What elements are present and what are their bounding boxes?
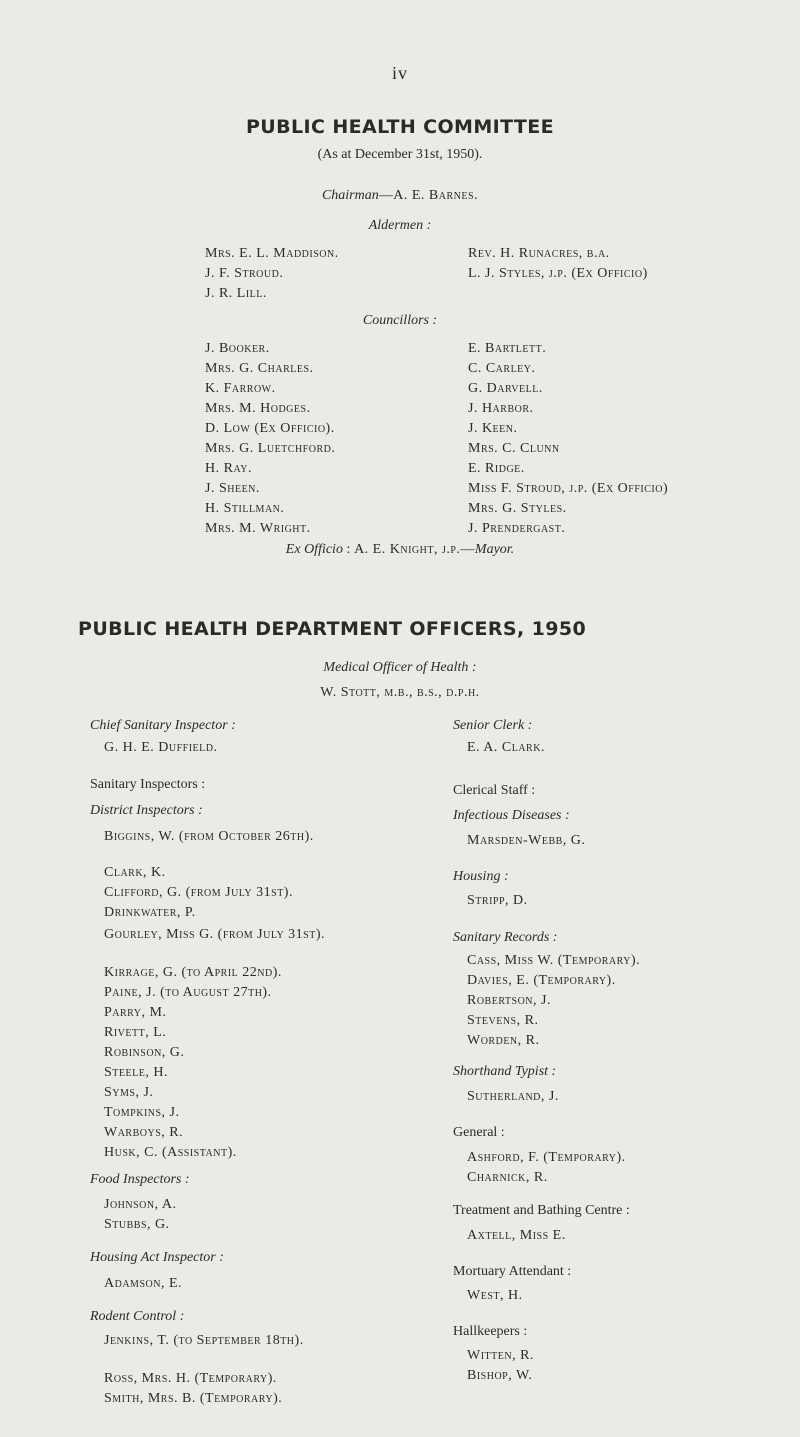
list-item: Kirrage, G. (to April 22nd). — [104, 965, 282, 980]
list-item: Syms, J. — [104, 1085, 154, 1100]
list-item: J. Prendergast. — [468, 521, 566, 536]
list-item: C. Carley. — [468, 361, 536, 376]
list-item: J. Booker. — [205, 341, 270, 356]
aldermen-right-list — [468, 244, 648, 284]
list-item: Clifford, G. (from July 31st). — [104, 885, 293, 900]
list-item: Smith, Mrs. B. (Temporary). — [104, 1391, 283, 1406]
list-item: J. Sheen. — [205, 481, 260, 496]
chairman-line — [0, 188, 800, 205]
list-item: Parry, M. — [104, 1005, 167, 1020]
list-item: K. Farrow. — [205, 381, 276, 396]
food-heading: Food Inspectors : — [90, 1172, 190, 1187]
committee-title: PUBLIC HEALTH COMMITTEE — [245, 116, 555, 138]
records-heading: Sanitary Records : — [453, 930, 558, 945]
councillors-heading: Councillors : — [362, 313, 438, 328]
list-item: Marsden-Webb, G. — [467, 833, 586, 848]
list-item: Stubbs, G. — [104, 1217, 170, 1232]
list-item: Husk, C. (Assistant). — [104, 1145, 237, 1160]
councillors-right-list — [468, 339, 668, 539]
list-item: Mrs. G. Luetchford. — [205, 441, 336, 456]
housing-heading: Housing : — [453, 869, 509, 884]
list-item: L. J. Styles, j.p. (Ex Officio) — [468, 266, 648, 281]
list-item: E. Ridge. — [468, 461, 525, 476]
list-item: Mrs. M. Wright. — [205, 521, 311, 536]
list-item: Jenkins, T. (to September 18th). — [104, 1333, 304, 1348]
list-item: Robinson, G. — [104, 1045, 185, 1060]
list-item: Rivett, L. — [104, 1025, 167, 1040]
chairman-role: Chairman — [321, 188, 379, 203]
ex-officio-role: Mayor. — [474, 542, 515, 557]
housing-act-list — [104, 1274, 182, 1294]
list-item: Witten, R. — [467, 1348, 534, 1363]
list-item: E. Bartlett. — [468, 341, 547, 356]
sanitary-heading: Sanitary Inspectors : — [90, 777, 206, 792]
list-item: Bishop, W. — [467, 1368, 533, 1383]
list-item: Gourley, Miss G. (from July 31st). — [104, 927, 326, 942]
list-item: J. R. Lill. — [205, 286, 267, 301]
list-item: Mrs. G. Charles. — [205, 361, 314, 376]
list-item: Clark, K. — [104, 865, 166, 880]
list-item: Tompkins, J. — [104, 1105, 180, 1120]
chief-name: G. H. E. Duffield. — [104, 740, 218, 755]
general-list — [467, 1148, 626, 1188]
list-item: Davies, E. (Temporary). — [467, 973, 616, 988]
treatment-heading: Treatment and Bathing Centre : — [453, 1203, 630, 1218]
committee-date: (As at December 31st, 1950). — [317, 147, 483, 162]
mortuary-heading: Mortuary Attendant : — [453, 1264, 572, 1279]
aldermen-left-list — [205, 244, 339, 304]
district-heading: District Inspectors : — [90, 803, 203, 818]
hallkeepers-list — [467, 1346, 534, 1386]
housing-list — [467, 891, 528, 911]
page-number: iv — [391, 63, 408, 83]
list-item: H. Stillman. — [205, 501, 285, 516]
food-list — [104, 1195, 176, 1235]
list-item: J. Harbor. — [468, 401, 534, 416]
moh-name: W. Stott, m.b., b.s., d.p.h. — [320, 685, 480, 700]
list-item: Miss F. Stroud, j.p. (Ex Officio) — [468, 481, 669, 496]
list-item: Ross, Mrs. H. (Temporary). — [104, 1371, 277, 1386]
list-item: Adamson, E. — [104, 1276, 183, 1291]
list-item: Mrs. E. L. Maddison. — [205, 246, 339, 261]
aldermen-heading: Aldermen : — [368, 218, 432, 233]
infectious-heading: Infectious Diseases : — [453, 808, 570, 823]
chief-heading: Chief Sanitary Inspector : — [90, 718, 236, 733]
clerical-heading: Clerical Staff : — [453, 783, 536, 798]
list-item: D. Low (Ex Officio). — [205, 421, 335, 436]
list-item: Mrs. G. Styles. — [468, 501, 567, 516]
list-item: H. Ray. — [205, 461, 252, 476]
list-item: Cass, Miss W. (Temporary). — [467, 953, 641, 968]
list-item: Sutherland, J. — [467, 1089, 559, 1104]
mortuary-list — [467, 1286, 523, 1306]
district-list — [104, 827, 402, 1165]
list-item: Steele, H. — [104, 1065, 168, 1080]
records-list — [467, 951, 640, 1051]
hallkeepers-heading: Hallkeepers : — [453, 1324, 528, 1339]
list-item: Stevens, R. — [467, 1013, 539, 1028]
housing-act-heading: Housing Act Inspector : — [90, 1250, 224, 1265]
list-item: Robertson, J. — [467, 993, 551, 1008]
senior-name: E. A. Clark. — [467, 740, 545, 755]
list-item: Johnson, A. — [104, 1197, 177, 1212]
list-item: Drinkwater, P. — [104, 905, 196, 920]
list-item: J. F. Stroud. — [205, 266, 284, 281]
moh-heading: Medical Officer of Health : — [323, 660, 477, 675]
list-item: Mrs. C. Clunn — [468, 441, 560, 456]
list-item: J. Keen. — [468, 421, 518, 436]
list-item: Stripp, D. — [467, 893, 528, 908]
infectious-list — [467, 831, 585, 851]
treatment-list — [467, 1226, 566, 1246]
list-item: Ashford, F. (Temporary). — [467, 1150, 626, 1165]
senior-heading: Senior Clerk : — [453, 718, 533, 733]
ex-officio-label: Ex Officio — [285, 542, 343, 557]
typist-heading: Shorthand Typist : — [453, 1064, 557, 1079]
list-item: Worden, R. — [467, 1033, 540, 1048]
rodent-list — [104, 1331, 402, 1411]
list-item: Biggins, W. (from October 26th). — [104, 829, 314, 844]
general-heading: General : — [453, 1125, 505, 1140]
councillors-left-list — [205, 339, 335, 539]
list-item: Axtell, Miss E. — [467, 1228, 566, 1243]
chairman-name: —A. E. Barnes. — [378, 188, 479, 203]
list-item: Warboys, R. — [104, 1125, 184, 1140]
rodent-heading: Rodent Control : — [90, 1309, 185, 1324]
ex-officio-line — [0, 542, 800, 559]
typist-list — [467, 1087, 559, 1107]
list-item: West, H. — [467, 1288, 523, 1303]
list-item: Mrs. M. Hodges. — [205, 401, 311, 416]
department-title: PUBLIC HEALTH DEPARTMENT OFFICERS, 1950 — [78, 618, 587, 640]
list-item: Charnick, R. — [467, 1170, 548, 1185]
ex-officio-name: : A. E. Knight, j.p.— — [346, 542, 475, 557]
list-item: G. Darvell. — [468, 381, 543, 396]
list-item: Rev. H. Runacres, b.a. — [468, 246, 610, 261]
list-item: Paine, J. (to August 27th). — [104, 985, 272, 1000]
